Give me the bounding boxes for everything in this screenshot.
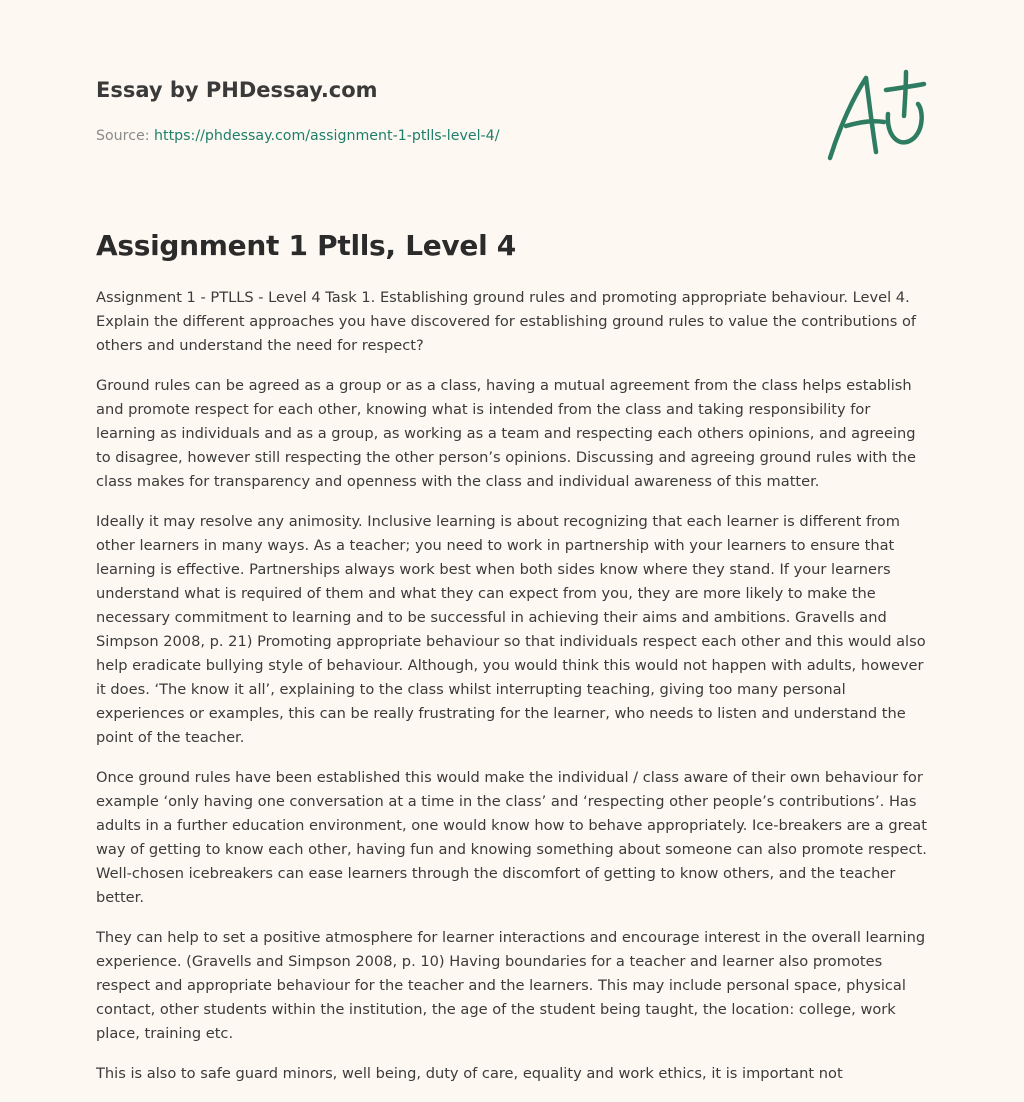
logo-a-crossbar — [846, 121, 884, 126]
logo-a-right-stroke — [866, 78, 876, 152]
paragraph: Ground rules can be agreed as a group or as a class, having a mutual agreement from the class helps establish and promote respect for each other, knowing what is intended from the class and taking responsibility for learning as individuals and as a group, as working as a team and respecting each others opinions, and agreeing to disagree, however still respecting the other person’s opinions. Discussing and agreeing ground rules with the class makes for transparency and openness with the class and individual awareness of this matter. — [96, 377, 916, 490]
paragraph: Assignment 1 - PTLLS - Level 4 Task 1. Establishing ground rules and promoting appropriate behaviour. Level 4. Explain the different approaches you have discovered for establishing ground rules to value the contributions of others and understand the need for respect? — [96, 289, 917, 354]
source-line — [96, 126, 716, 146]
a-plus-logo-icon — [820, 66, 930, 166]
paragraph: Ideally it may resolve any animosity. Inclusive learning is about recognizing that each learner is different from other learners in many ways. As a teacher; you need to work in partnership with your learners to ensure that learning is effective. Partnerships always work best when both sides know where they stand. If your learners understand what is required of them and what they can expect from you, they are more likely to make the necessary commitment to learning and to be successful in achieving their aims and ambitions. Gravells and Simpson 2008, p. 21) Promoting appropriate behaviour so that individuals respect each other and this would also help eradicate bullying style of behaviour. Although, you would think this would not happen with adults, however it does. ‘The know it all’, explaining to the class whilst interrupting teaching, giving too many personal experiences or examples, this can be really frustrating for the learner, who needs to listen and understand the point of the teacher. — [96, 513, 926, 746]
paragraph: They can help to set a positive atmosphere for learner interactions and encourage interest in the overall learning experience. (Gravells and Simpson 2008, p. 10) Having boundaries for a teacher and learner also promotes respect and appropriate behaviour for the teacher and the learners. This may include personal space, physical contact, other students within the institution, the age of the student being taught, the location: college, work place, training etc. — [96, 929, 926, 1042]
logo-plus-vertical — [904, 72, 906, 116]
source-link[interactable]: https://phdessay.com/assignment-1-ptlls-level-4/ — [154, 128, 500, 144]
essay-header — [96, 76, 716, 146]
logo-a-left-stroke — [830, 78, 866, 158]
essay-title: Assignment 1 Ptlls, Level 4 — [96, 229, 516, 262]
essay-body — [96, 286, 930, 1102]
site-brand: Essay by PHDessay.com — [96, 78, 378, 102]
source-label: Source: — [96, 128, 150, 144]
paragraph: Once ground rules have been established this would make the individual / class aware of their own behaviour for example ‘only having one conversation at a time in the class’ and ‘respecting other people’s contributions’. Has adults in a further education environment, one would know how to behave appropriately. Ice-breakers are a great way of getting to know each other, having fun and knowing something about someone can also promote respect. Well-chosen icebreakers can ease learners through the discomfort of getting to know others, and the teacher better. — [96, 769, 927, 906]
paragraph: This is also to safe guard minors, well being, duty of care, equality and work ethics, it is important not — [96, 1065, 843, 1082]
